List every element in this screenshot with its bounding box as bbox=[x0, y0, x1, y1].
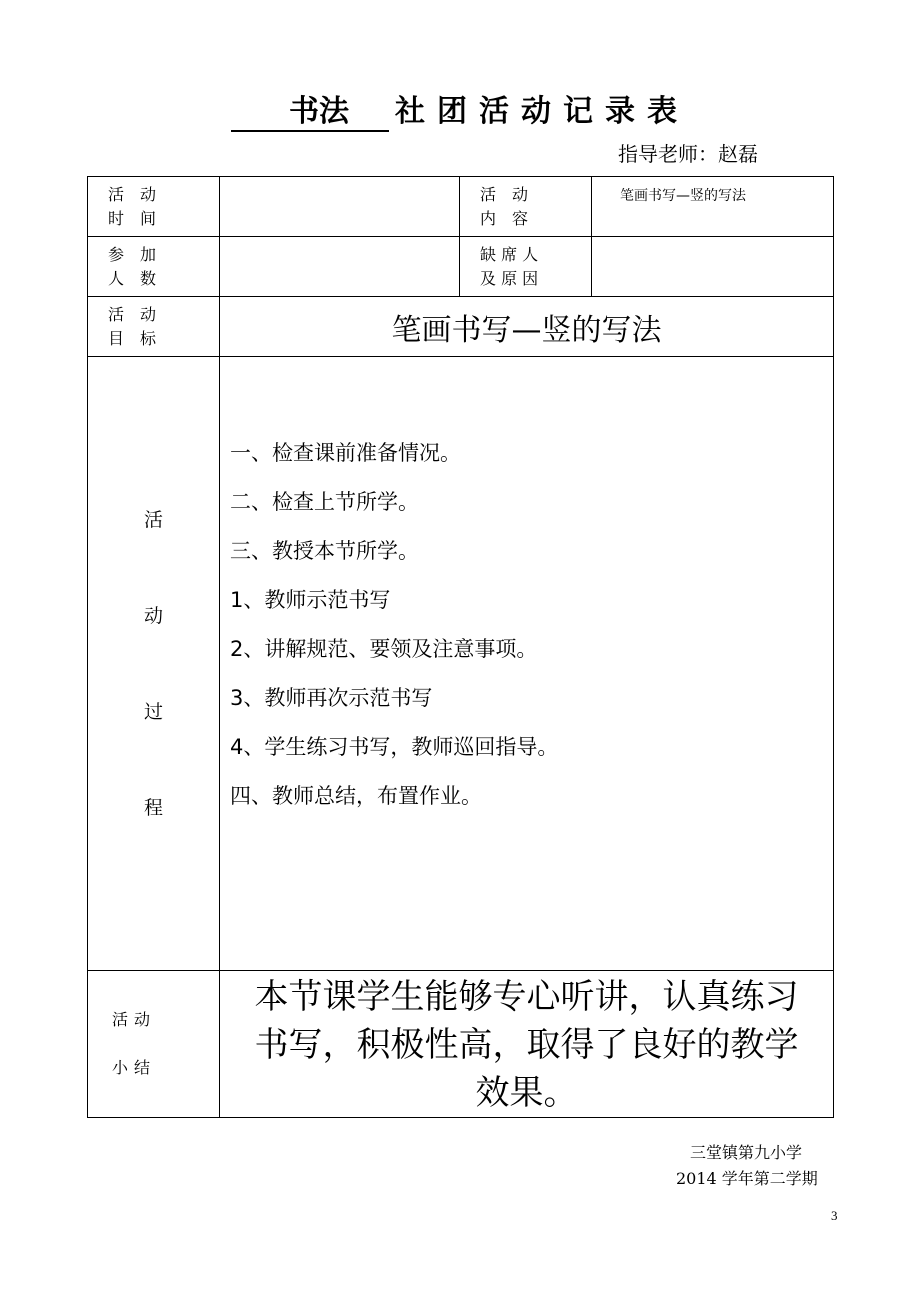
page-title bbox=[0, 86, 920, 132]
row-attendance bbox=[88, 237, 834, 297]
process-step: 二、检查上节所学。 bbox=[230, 490, 419, 514]
process-step: 四、教师总结，布置作业。 bbox=[230, 784, 482, 808]
label-activity-goal: 活 动 目 标 bbox=[88, 297, 220, 357]
value-activity-summary: 本节课学生能够专心听讲，认真练习书写，积极性高，取得了良好的教学效果。 bbox=[220, 971, 834, 1118]
process-step: 1、教师示范书写 bbox=[230, 588, 391, 612]
label-activity-summary: 活动 小结 bbox=[88, 971, 220, 1118]
process-step: 三、教授本节所学。 bbox=[230, 539, 419, 563]
row-time-content bbox=[88, 177, 834, 237]
value-activity-goal: 笔画书写—竖的写法 bbox=[220, 297, 834, 357]
value-absentees bbox=[592, 237, 834, 297]
label-participants: 参 加 人 数 bbox=[88, 237, 220, 297]
page-number: 3 bbox=[831, 1208, 838, 1223]
row-process bbox=[88, 357, 834, 971]
school-term: 2014 学年第二学期 bbox=[676, 1169, 818, 1188]
title-text: 社团活动记录表 bbox=[395, 94, 689, 129]
row-goal bbox=[88, 297, 834, 357]
process-step: 4、学生练习书写，教师巡回指导。 bbox=[230, 735, 559, 759]
value-activity-content: 笔画书写—竖的写法 bbox=[592, 177, 834, 237]
school-name: 三堂镇第九小学 bbox=[690, 1143, 803, 1162]
value-activity-time bbox=[220, 177, 460, 237]
activity-process-steps bbox=[220, 357, 834, 971]
value-participants bbox=[220, 237, 460, 297]
process-step: 3、教师再次示范书写 bbox=[230, 686, 433, 710]
label-absentees: 缺 席 人 及 原 因 bbox=[460, 237, 592, 297]
activity-record-table bbox=[87, 176, 834, 1118]
teacher-name: 指导老师：赵磊 bbox=[618, 142, 758, 166]
club-name: 书法 bbox=[289, 86, 389, 132]
title-blank bbox=[231, 94, 289, 132]
label-activity-time: 活 动 时 间 bbox=[88, 177, 220, 237]
label-activity-content: 活 动 内 容 bbox=[460, 177, 592, 237]
row-summary bbox=[88, 971, 834, 1118]
process-step: 2、讲解规范、要领及注意事项。 bbox=[230, 637, 538, 661]
label-activity-process: 活 动 过 程 bbox=[88, 357, 220, 971]
process-step: 一、检查课前准备情况。 bbox=[230, 441, 461, 465]
